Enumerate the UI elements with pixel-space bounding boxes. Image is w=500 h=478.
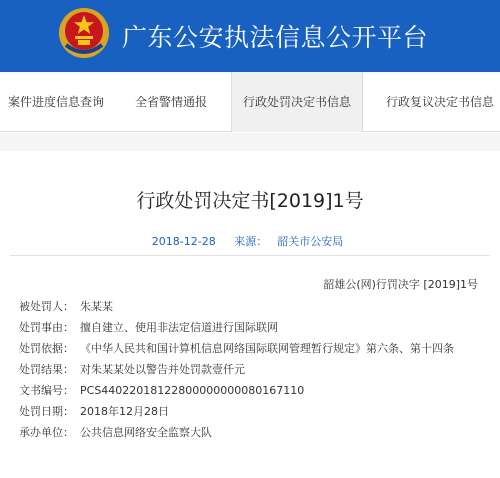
tab-case-progress[interactable]: 案件进度信息查询	[7, 95, 104, 109]
divider	[10, 255, 490, 256]
field-value: 朱某某	[80, 300, 113, 313]
field-label: 承办单位：	[19, 426, 74, 439]
field-value: 公共信息网络安全监察大队	[80, 426, 212, 439]
field-label: 文书编号：	[19, 384, 74, 397]
tab-penalty-decisions[interactable]: 行政处罚决定书信息	[231, 72, 363, 133]
field-label: 处罚事由：	[19, 321, 74, 334]
field-value: 对朱某某处以警告并处罚款壹仟元	[80, 363, 245, 376]
tab-review-decisions[interactable]: 行政复议决定书信息	[385, 95, 494, 109]
document-panel	[0, 151, 500, 478]
nav-tabs	[0, 72, 500, 132]
field-row-penalized-person	[0, 297, 500, 317]
source-link[interactable]: 韶关市公安局	[277, 235, 344, 248]
field-row-basis	[0, 339, 500, 359]
field-value: 擅自建立、使用非法定信道进行国际联网	[80, 321, 278, 334]
field-value: 2018年12月28日	[80, 405, 169, 418]
site-title: 广东公安执法信息公开平台	[122, 23, 429, 52]
site-header	[0, 0, 500, 72]
field-row-document-id	[0, 381, 500, 401]
police-emblem-icon	[58, 7, 110, 59]
publish-date: 2018-12-28	[151, 235, 216, 248]
section-gap	[0, 133, 500, 151]
field-value: 《中华人民共和国计算机信息网络国际联网管理暂行规定》第六条、第十四条	[80, 342, 454, 355]
document-title: 行政处罚决定书[2019]1号	[136, 190, 364, 212]
field-label: 处罚结果：	[19, 363, 74, 376]
field-row-result	[0, 360, 500, 380]
field-row-penalty-date	[0, 402, 500, 422]
document-meta	[0, 233, 500, 249]
decision-number: 韶雄公(网)行罚决字 [2019]1号	[323, 278, 478, 291]
tab-police-bulletin[interactable]: 全省警情通报	[134, 95, 207, 109]
source-label: 来源：	[234, 235, 268, 248]
field-row-handling-unit	[0, 423, 500, 443]
field-label: 处罚日期：	[19, 405, 74, 418]
field-label: 被处罚人：	[19, 300, 74, 313]
field-label: 处罚依据：	[19, 342, 74, 355]
field-row-reason	[0, 318, 500, 338]
field-value: PCS44022018122800000000080167110	[80, 384, 305, 397]
